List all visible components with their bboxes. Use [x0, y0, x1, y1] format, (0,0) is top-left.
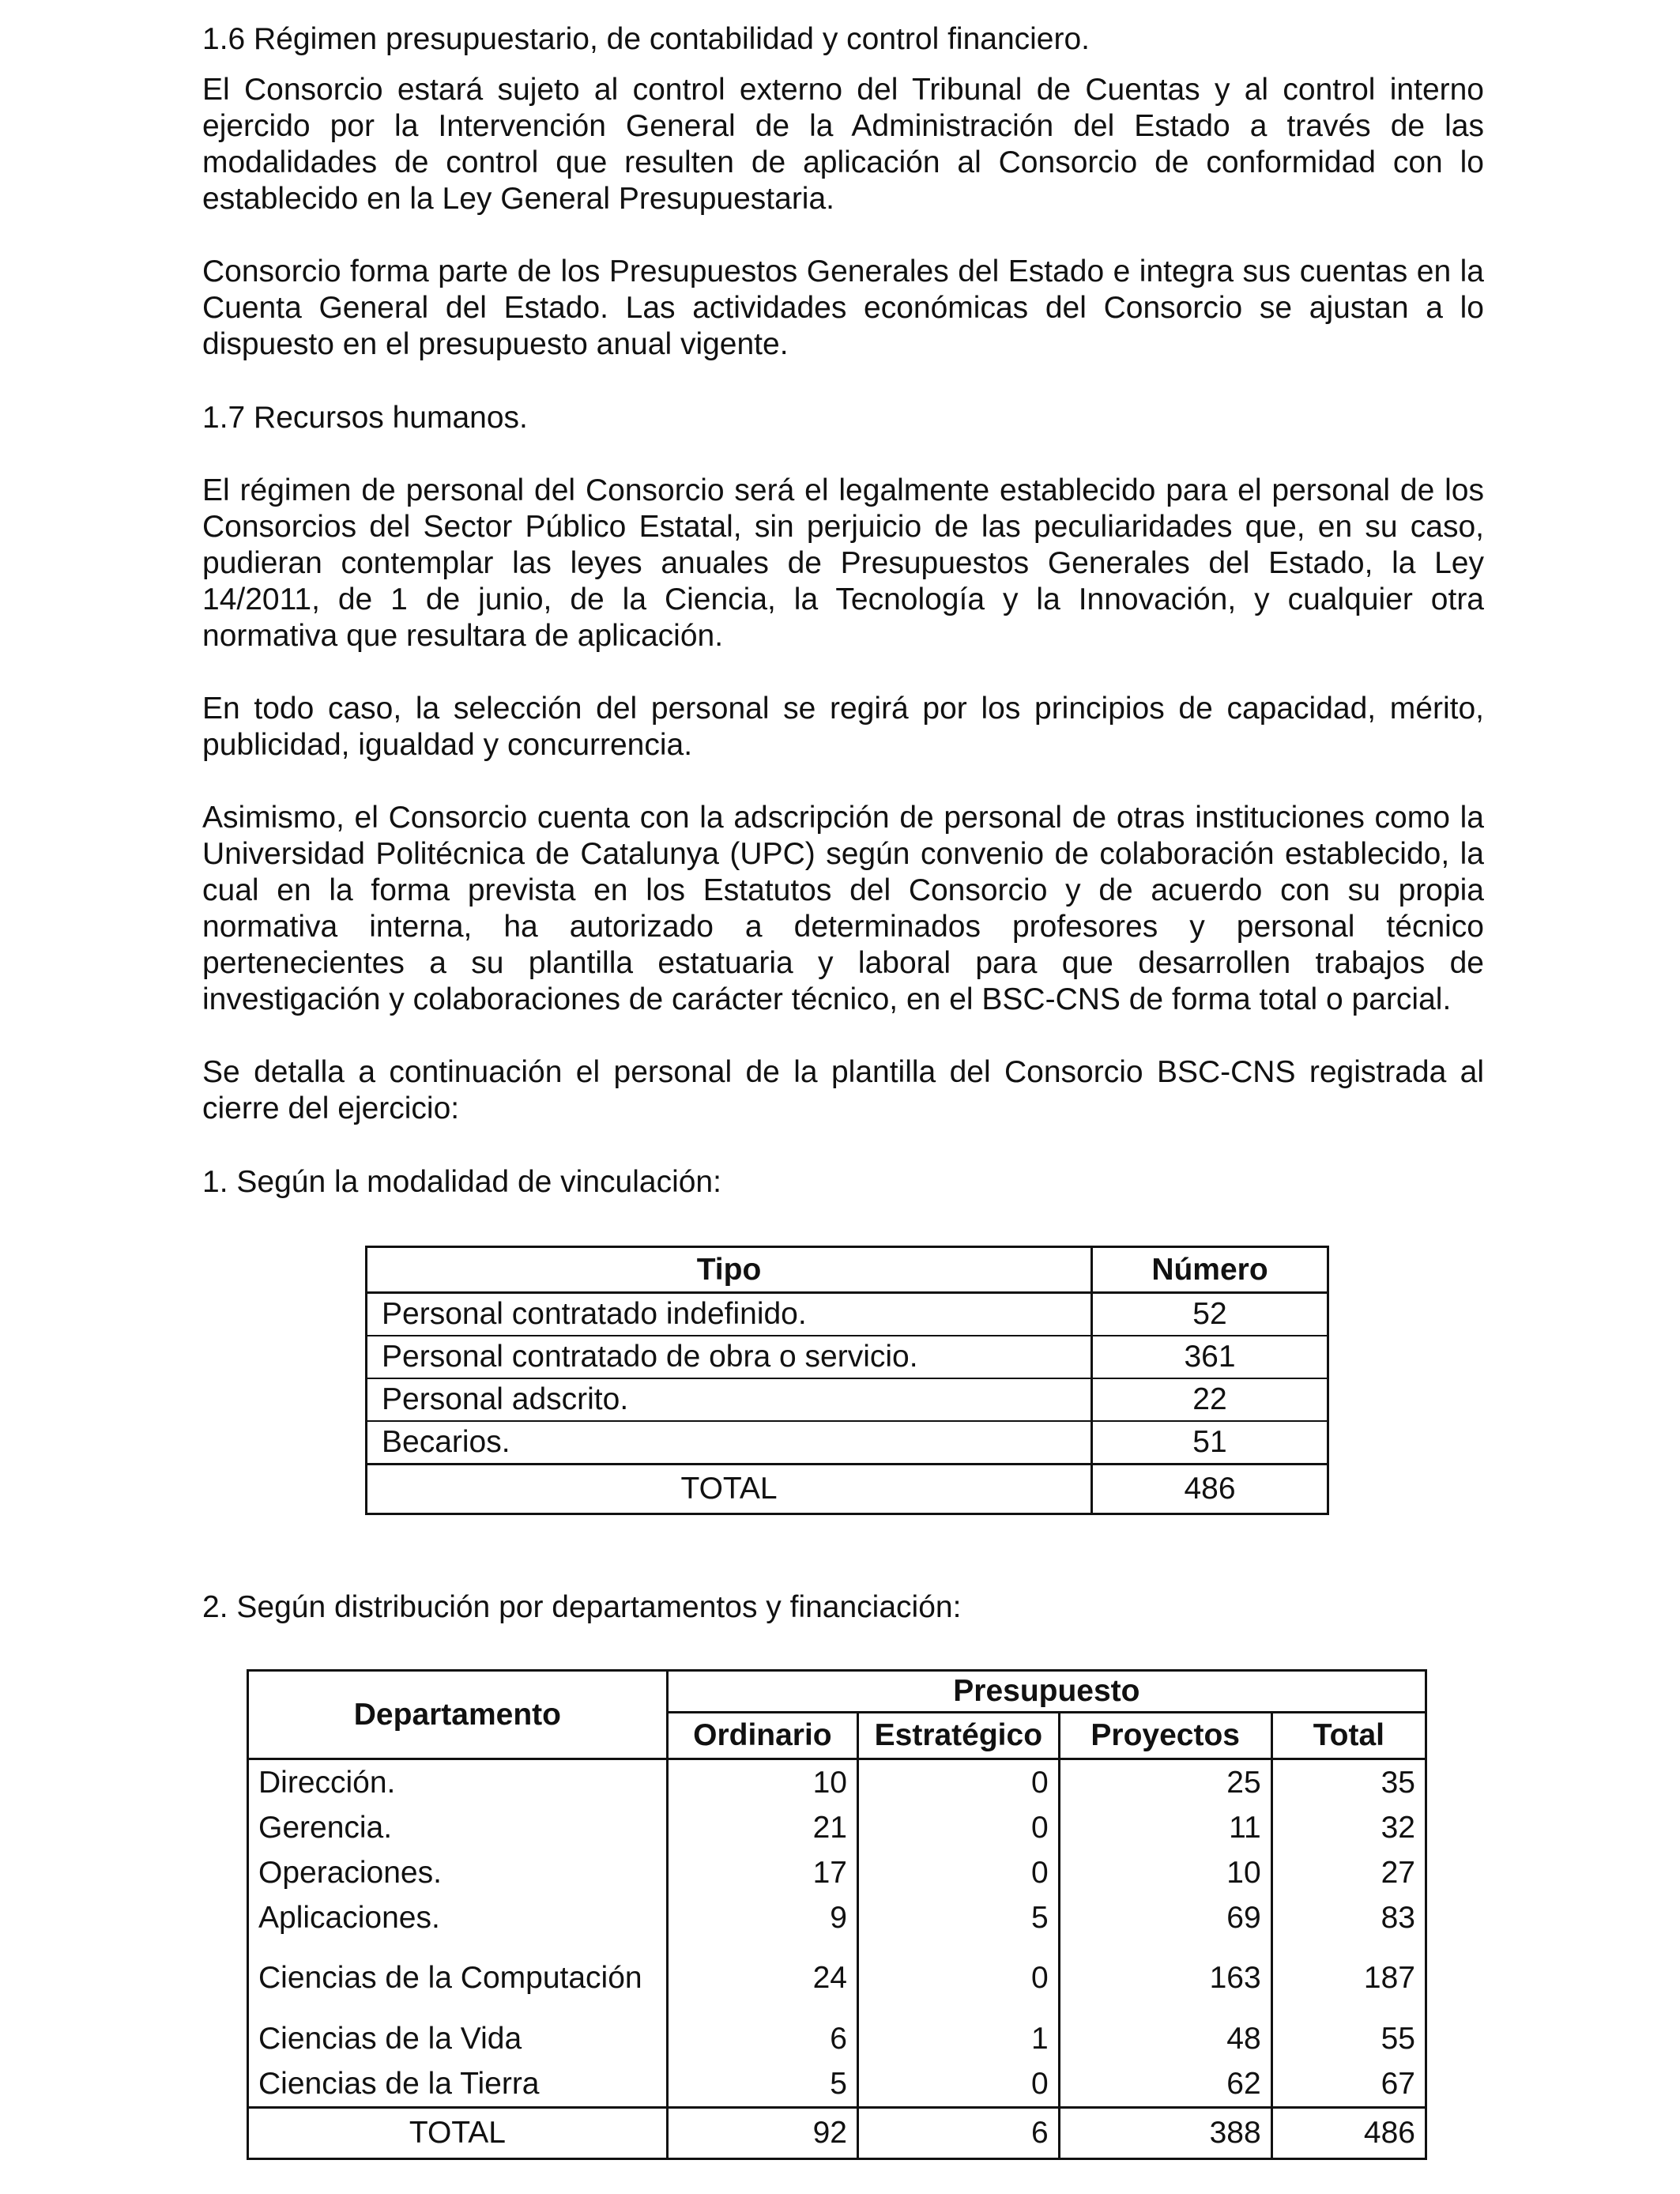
cell-total: 55 — [1271, 2016, 1426, 2061]
table-row — [367, 1336, 1328, 1378]
paragraph: El régimen de personal del Consorcio será el legalmente establecido para el personal de los Consorcios del Sector Público Estatal, sin perjuicio de las peculiaridades que, en su caso, pudieran contemplar las leyes anuales de Presupuestos Generales del Estado, la Ley 14/2011, de 1 de junio, de la Ciencia, la Tecnología y la Innovación, y cualquier otra normativa que resultara de aplicación. — [202, 473, 1484, 653]
cell-departamento: Gerencia. — [248, 1805, 668, 1850]
section-heading-1-6: 1.6 Régimen presupuestario, de contabilidad y control financiero. — [202, 22, 1090, 56]
cell-ordinario: 10 — [667, 1759, 857, 1806]
cell-total: 27 — [1271, 1850, 1426, 1895]
table-row — [248, 1850, 1426, 1895]
header-estrategico: Estratégico — [857, 1713, 1059, 1759]
section-heading-1-7: 1.7 Recursos humanos. — [202, 401, 528, 435]
cell-departamento: Aplicaciones. — [248, 1895, 668, 1940]
header-tipo: Tipo — [367, 1247, 1092, 1293]
cell-proyectos: 62 — [1059, 2061, 1271, 2108]
cell-departamento: Ciencias de la Vida — [248, 2016, 668, 2061]
cell-tipo: Personal adscrito. — [367, 1378, 1092, 1421]
cell-estrategico: 0 — [857, 1759, 1059, 1806]
table-modalidad-vinculacion — [365, 1246, 1329, 1515]
cell-numero: 51 — [1092, 1421, 1328, 1465]
cell-total: 187 — [1271, 1940, 1426, 2016]
cell-departamento: Operaciones. — [248, 1850, 668, 1895]
cell-departamento: Dirección. — [248, 1759, 668, 1806]
table-total-row — [367, 1465, 1328, 1514]
header-proyectos: Proyectos — [1059, 1713, 1271, 1759]
cell-total-label: TOTAL — [248, 2108, 668, 2159]
cell-ordinario: 24 — [667, 1940, 857, 2016]
cell-total: 67 — [1271, 2061, 1426, 2108]
cell-departamento: Ciencias de la Computación — [248, 1940, 668, 2016]
table-row — [248, 1805, 1426, 1850]
header-departamento: Departamento — [248, 1671, 668, 1759]
table-row — [248, 2061, 1426, 2108]
paragraph: Se detalla a continuación el personal de la plantilla del Consorcio BSC-CNS registrada al cierre del ejercicio: — [202, 1055, 1484, 1125]
cell-proyectos: 163 — [1059, 1940, 1271, 2016]
cell-total: 35 — [1271, 1759, 1426, 1806]
table-row — [248, 2016, 1426, 2061]
table-row — [248, 1895, 1426, 1940]
table-row — [367, 1293, 1328, 1336]
list-heading-1: 1. Según la modalidad de vinculación: — [202, 1165, 721, 1199]
cell-estrategico: 1 — [857, 2016, 1059, 2061]
cell-total-total: 486 — [1271, 2108, 1426, 2159]
cell-estrategico: 5 — [857, 1895, 1059, 1940]
cell-numero: 22 — [1092, 1378, 1328, 1421]
header-total: Total — [1271, 1713, 1426, 1759]
cell-numero: 361 — [1092, 1336, 1328, 1378]
cell-ordinario: 9 — [667, 1895, 857, 1940]
table-header-row — [248, 1671, 1426, 1713]
paragraph: En todo caso, la selección del personal se regirá por los principios de capacidad, mérito, publicidad, igualdad y concurrencia. — [202, 692, 1484, 762]
cell-ordinario: 21 — [667, 1805, 857, 1850]
paragraph: Asimismo, el Consorcio cuenta con la adscripción de personal de otras instituciones como la Universidad Politécnica de Catalunya (UPC) según convenio de colaboración establecido, la cual en la forma prevista en los Estatutos del Consorcio y de acuerdo con su propia normativa interna, ha autorizado a determinados profesores y personal técnico pertenecientes a su plantilla estatuaria y laboral para que desarrollen trabajos de investigación y colaboraciones de carácter técnico, en el BSC-CNS de forma total o parcial. — [202, 801, 1484, 1016]
cell-estrategico: 0 — [857, 1850, 1059, 1895]
cell-total-ordinario: 92 — [667, 2108, 857, 2159]
header-ordinario: Ordinario — [667, 1713, 857, 1759]
table-departamentos-financiacion — [247, 1669, 1427, 2160]
table-row — [248, 1759, 1426, 1806]
header-presupuesto: Presupuesto — [667, 1671, 1426, 1713]
cell-proyectos: 48 — [1059, 2016, 1271, 2061]
list-heading-2: 2. Según distribución por departamentos y financiación: — [202, 1590, 962, 1624]
header-numero: Número — [1092, 1247, 1328, 1293]
cell-proyectos: 69 — [1059, 1895, 1271, 1940]
cell-total: 83 — [1271, 1895, 1426, 1940]
cell-tipo: Personal contratado indefinido. — [367, 1293, 1092, 1336]
cell-proyectos: 25 — [1059, 1759, 1271, 1806]
cell-tipo: Becarios. — [367, 1421, 1092, 1465]
cell-estrategico: 0 — [857, 1805, 1059, 1850]
paragraph: El Consorcio estará sujeto al control externo del Tribunal de Cuentas y al control interno ejercido por la Intervención General de la Administración del Estado a través de las modalidades de control que resulten de aplicación al Consorcio de conformidad con lo establecido en la Ley General Presupuestaria. — [202, 73, 1484, 216]
cell-ordinario: 6 — [667, 2016, 857, 2061]
cell-ordinario: 17 — [667, 1850, 857, 1895]
table-row — [248, 1940, 1426, 2016]
cell-ordinario: 5 — [667, 2061, 857, 2108]
cell-total-estrategico: 6 — [857, 2108, 1059, 2159]
cell-total-value: 486 — [1092, 1465, 1328, 1514]
cell-estrategico: 0 — [857, 2061, 1059, 2108]
table-row — [367, 1378, 1328, 1421]
cell-departamento: Ciencias de la Tierra — [248, 2061, 668, 2108]
table-header-row — [367, 1247, 1328, 1293]
cell-numero: 52 — [1092, 1293, 1328, 1336]
cell-estrategico: 0 — [857, 1940, 1059, 2016]
table-row — [367, 1421, 1328, 1465]
table-total-row — [248, 2108, 1426, 2159]
cell-total-label: TOTAL — [367, 1465, 1092, 1514]
cell-tipo: Personal contratado de obra o servicio. — [367, 1336, 1092, 1378]
cell-proyectos: 11 — [1059, 1805, 1271, 1850]
paragraph: Consorcio forma parte de los Presupuestos Generales del Estado e integra sus cuentas en la Cuenta General del Estado. Las actividades económicas del Consorcio se ajustan a lo dispuesto en el presupuesto anual vigente. — [202, 254, 1484, 361]
cell-total-proyectos: 388 — [1059, 2108, 1271, 2159]
cell-total: 32 — [1271, 1805, 1426, 1850]
document-page — [202, 21, 1484, 1201]
cell-proyectos: 10 — [1059, 1850, 1271, 1895]
